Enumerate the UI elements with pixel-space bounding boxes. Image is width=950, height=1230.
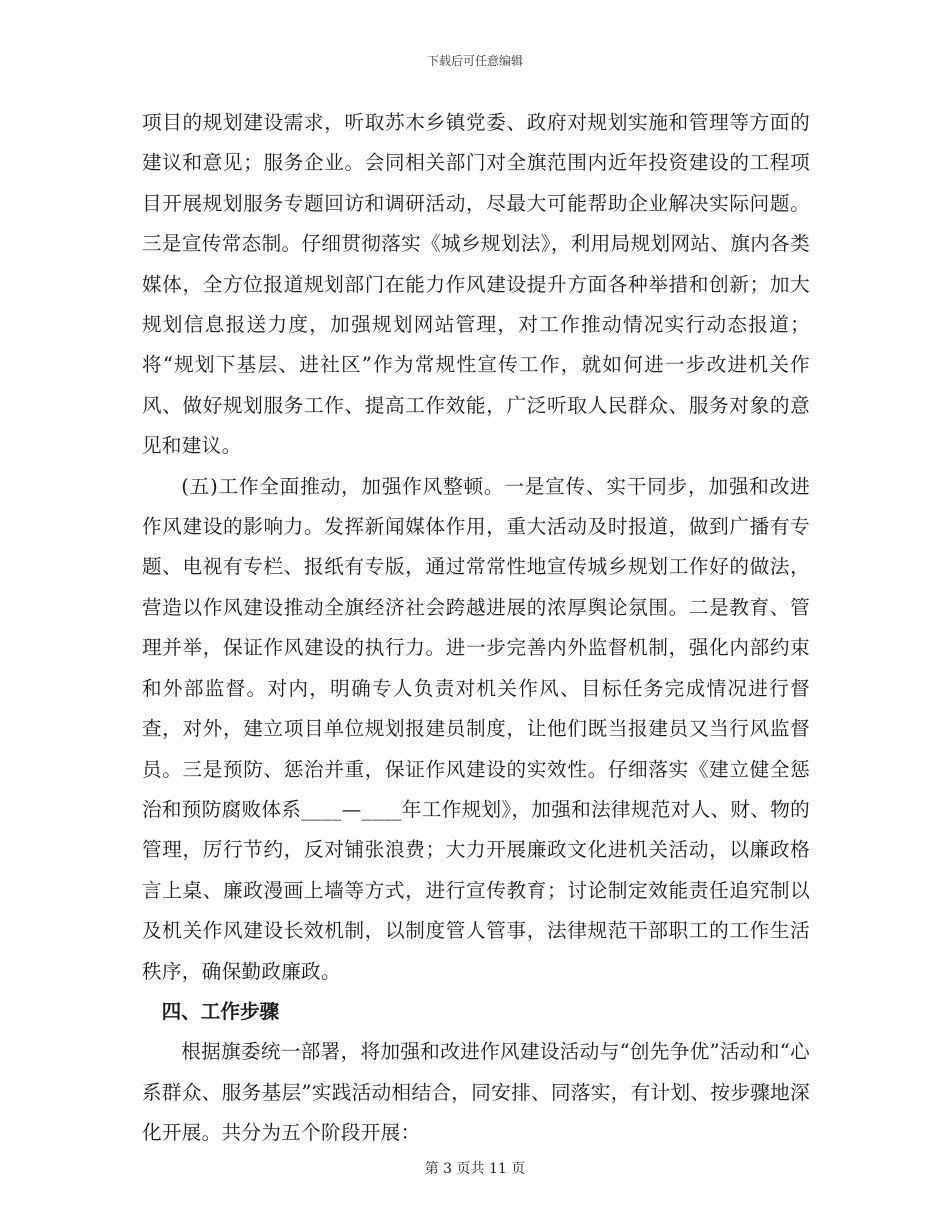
page-footer: 第 3 页共 11 页 <box>424 1161 526 1177</box>
paragraph-continued: 项目的规划建设需求，听取苏木乡镇党委、政府对规划实施和管理等方面的建议和意见；服务企业。会同相关部门对全旗范围内近年投资建设的工程项目开展规划服务专题回访和调研活动，尽最大可能帮助企业解决实际问题。三是宣传常态制。仔细贯彻落实《城乡规划法》，利用局规划网站、旗内各类媒体，全方位报道规划部门在能力作风建设提升方面各种举措和创新；加大规划信息报送力度，加强规划网站管理，对工作推动情况实行动态报道；将“规划下基层、进社区”作为常规性宣传工作，就如何进一步改进机关作风、做好规划服务工作、提高工作效能，广泛听取人民群众、服务对象的意见和建议。 <box>142 111 810 458</box>
document-body <box>142 103 810 1154</box>
page-header: 下载后可任意编辑 <box>426 54 523 68</box>
section-heading: 四、工作步骤 <box>161 999 280 1023</box>
paragraph-work-steps: 根据旗委统一部署，将加强和改进作风建设活动与“创先争优”活动和“心系群众、服务基层”实践活动相结合，同安排、同落实，有计划、按步骤地深化开展。共分为五个阶段开展： <box>142 1040 810 1145</box>
paragraph-section-5: (五)工作全面推动，加强作风整顿。一是宣传、实干同步，加强和改进作风建设的影响力。发挥新闻媒体作用，重大活动及时报道，做到广播有专题、电视有专栏、报纸有专版，通过常常性地宣传城乡规划工作好的做法，营造以作风建设推动全旗经济社会跨越进展的浓厚舆论氛围。二是教育、管理并举，保证作风建设的执行力。进一步完善内外监督机制，强化内部约束和外部监督。对内，明确专人负责对机关作风、目标任务完成情况进行督查，对外，建立项目单位规划报建员制度，让他们既当报建员又当行风监督员。三是预防、惩治并重，保证作风建设的实效性。仔细落实《建立健全惩治和预防腐败体系____—____年工作规划》，加强和法律规范对人、财、物的管理，厉行节约，反对铺张浪费；大力开展廉政文化进机关活动，以廉政格言上桌、廉政漫画上墙等方式，进行宣传教育；讨论制定效能责任追究制以及机关作风建设长效机制，以制度管人管事，法律规范干部职工的工作生活秩序，确保勤政廉政。 <box>142 474 810 983</box>
